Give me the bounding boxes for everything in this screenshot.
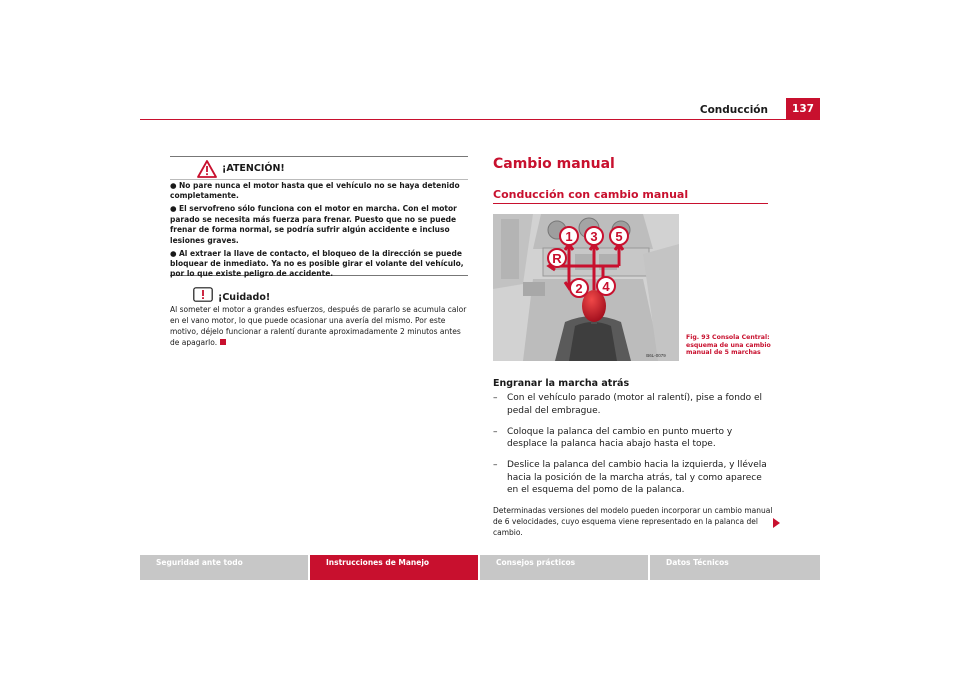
footer-tab-instrucciones[interactable]: Instrucciones de Manejo bbox=[310, 555, 478, 580]
caution-title: ¡Cuidado! bbox=[218, 292, 271, 303]
caution-text-body: Al someter el motor a grandes esfuerzos, después de pararlo se acumula calor en el vano motor, lo que puede ocasionar una avería del mismo. Por este motivo, déjelo funcionar a ralentí durante aproximadamente 2 minutos antes de apagarlo. bbox=[170, 305, 467, 347]
running-header-title: Conducción bbox=[699, 104, 768, 116]
bullet-icon: ● bbox=[170, 204, 177, 214]
gear-label-1: 1 bbox=[565, 229, 573, 244]
warning-list bbox=[170, 181, 468, 282]
caution-icon bbox=[193, 287, 213, 302]
gearshift-figure bbox=[493, 214, 679, 361]
step-text: Con el vehículo parado (motor al ralentí), pise a fondo el pedal del embrague. bbox=[507, 393, 763, 416]
subsection-title: Conducción con cambio manual bbox=[493, 188, 689, 201]
subsection-rule bbox=[493, 203, 768, 204]
warning-item-text: No pare nunca el motor hasta que el vehículo no se haya detenido completamente. bbox=[170, 181, 460, 201]
gear-label-5: 5 bbox=[615, 229, 623, 244]
step-text: Coloque la palanca del cambio en punto muerto y desplace la palanca hacia abajo hasta el tope. bbox=[507, 426, 733, 449]
dash-marker: – bbox=[493, 460, 498, 470]
reverse-heading: Engranar la marcha atrás bbox=[493, 378, 630, 389]
footer-tab-consejos[interactable]: Consejos prácticos bbox=[480, 555, 648, 580]
warning-item bbox=[170, 181, 468, 202]
warning-triangle-icon bbox=[197, 160, 217, 178]
six-speed-note: Determinadas versiones del modelo pueden incorporar un cambio manual de 6 velocidades, cuyo esquema viene representado en la palanca del cambio. bbox=[493, 506, 773, 537]
gear-label-3: 3 bbox=[590, 229, 598, 244]
list-item bbox=[493, 426, 773, 451]
gear-label-2: 2 bbox=[575, 281, 583, 296]
section-title: Cambio manual bbox=[493, 156, 615, 172]
warning-item-text: Al extraer la llave de contacto, el bloqueo de la dirección se puede bloquear de inmediato. Ya no es posible girar el volante del vehículo, por lo que existe peligro de accidente. bbox=[170, 248, 464, 279]
list-item bbox=[493, 459, 773, 497]
warning-title: ¡ATENCIÓN! bbox=[222, 163, 285, 174]
dash-marker: – bbox=[493, 426, 498, 437]
footer-tab-seguridad[interactable]: Seguridad ante todo bbox=[140, 555, 308, 580]
bullet-icon: ● bbox=[170, 181, 177, 190]
figure-caption: Fig. 93 Consola Central: esquema de una cambio manual de 5 marchas bbox=[686, 334, 771, 356]
next-page-arrow-icon[interactable] bbox=[773, 518, 780, 528]
warning-item bbox=[170, 249, 468, 280]
caution-text bbox=[170, 304, 468, 348]
page-number: 137 bbox=[786, 98, 820, 120]
bullet-icon: ● bbox=[170, 248, 177, 258]
list-item bbox=[493, 392, 773, 417]
reverse-steps bbox=[493, 392, 773, 505]
gear-label-r: R bbox=[552, 251, 562, 266]
end-of-section-icon bbox=[220, 339, 226, 345]
warning-item bbox=[170, 204, 468, 246]
header-rule bbox=[140, 119, 820, 120]
step-text: Deslice la palanca del cambio hacia la izquierda, y llévela hacia la posición de la marcha atrás, tal y como aparece en el esquema del pomo de la palanca. bbox=[507, 460, 767, 495]
dash-marker: – bbox=[493, 393, 498, 403]
gear-label-4: 4 bbox=[602, 279, 610, 294]
footer-tab-datos[interactable]: Datos Técnicos bbox=[650, 555, 820, 580]
warning-item-text: El servofreno sólo funciona con el motor en marcha. Con el motor parado se necesita más fuerza para frenar. Puesto que no se puede frenar de forma normal, se podría sufrir algún accidente e incluso lesiones graves. bbox=[170, 204, 457, 245]
figure-code: B6L-0079 bbox=[646, 353, 666, 358]
